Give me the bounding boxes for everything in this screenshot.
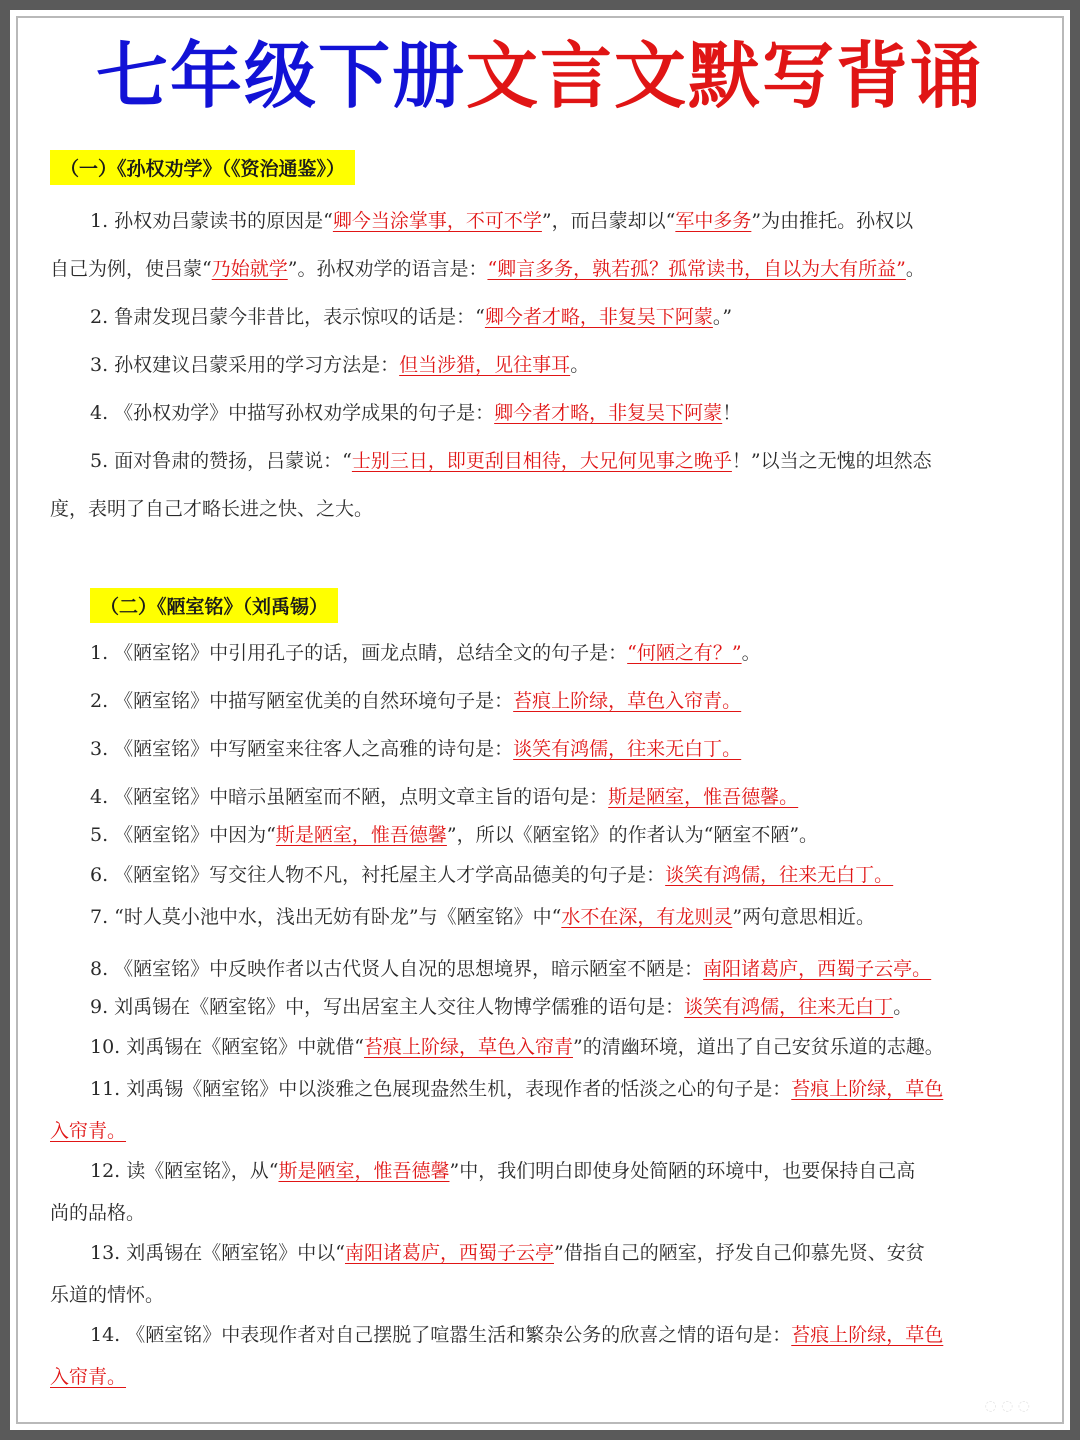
question-text: 自己为例，使吕蒙“ <box>50 258 212 280</box>
question-text: 乐道的情怀。 <box>50 1284 165 1306</box>
answer-text: 斯是陋室，惟吾德馨 <box>278 1160 450 1182</box>
question-text: ”。孙权劝学的语言是： <box>287 258 488 280</box>
question-text: ”两句意思相近。 <box>732 906 876 928</box>
answer-text: 斯是陋室，惟吾德馨。 <box>608 786 799 808</box>
watermark-logo: ◌ ◌ ◌ <box>984 1398 1030 1414</box>
page-title <box>10 32 1070 120</box>
question-text: 1. 孙权劝吕蒙读书的原因是“ <box>90 210 333 232</box>
section-heading-sunquan: （一）《孙权劝学》（《资治通鉴》） <box>50 150 355 185</box>
question-text: 1. 《陋室铭》中引用孔子的话，画龙点睛，总结全文的句子是： <box>90 642 628 664</box>
question-text: ”，而吕蒙却以“ <box>541 210 676 232</box>
question-text: 5. 《陋室铭》中因为“ <box>90 824 276 846</box>
question-text: ！ <box>722 402 742 424</box>
answer-text: 入帘青。 <box>50 1366 127 1388</box>
answer-text: 但当涉猎，见往事耳 <box>399 354 571 376</box>
section-1-item-12-line-0 <box>90 1240 925 1266</box>
section-1-item-0-line-0 <box>90 640 761 666</box>
question-text: 12. 读《陋室铭》，从“ <box>90 1160 279 1182</box>
section-1-item-10-line-0 <box>90 1076 943 1102</box>
answer-text: “何陋之有？” <box>627 642 742 664</box>
answer-text: 卿今者才略，非复吴下阿蒙 <box>484 306 713 328</box>
answer-text: 南阳诸葛庐，西蜀子云亭。 <box>703 958 932 980</box>
answer-text: 军中多务 <box>675 210 752 232</box>
answer-text: 斯是陋室，惟吾德馨 <box>275 824 447 846</box>
question-text: ”为由推托。孙权以 <box>751 210 914 232</box>
section-1-item-6-line-0 <box>90 904 875 930</box>
question-text: 4. 《孙权劝学》中描写孙权劝学成果的句子是： <box>90 402 495 424</box>
question-text: ”的清幽环境，道出了自己安贫乐道的志趣。 <box>573 1036 944 1058</box>
question-text: 8. 《陋室铭》中反映作者以古代贤人自况的思想境界，暗示陋室不陋是： <box>90 958 704 980</box>
section-1-item-13-line-0 <box>90 1322 943 1348</box>
question-text: ！”以当之无愧的坦然态 <box>731 450 932 472</box>
question-text: 6. 《陋室铭》写交往人物不凡，衬托屋主人才学高品德美的句子是： <box>90 864 666 886</box>
question-text: 。 <box>741 642 761 664</box>
section-1-item-7-line-0 <box>90 956 931 982</box>
answer-text: 南阳诸葛庐，西蜀子云亭 <box>344 1242 554 1264</box>
answer-text: 卿今者才略，非复吴下阿蒙 <box>494 402 723 424</box>
question-text: 5. 面对鲁肃的赞扬，吕蒙说：“ <box>90 450 352 472</box>
answer-text: 水不在深，有龙则灵 <box>561 906 733 928</box>
answer-text: 乃始就学 <box>211 258 288 280</box>
section-1-item-9-line-0 <box>90 1034 944 1060</box>
question-text: 9. 刘禹锡在《陋室铭》中，写出居室主人交往人物博学儒雅的语句是： <box>90 996 685 1018</box>
section-1-item-5-line-0 <box>90 862 893 888</box>
question-text: 2. 《陋室铭》中描写陋室优美的自然环境句子是： <box>90 690 514 712</box>
section-1-item-4-line-0 <box>90 822 818 848</box>
title-part-grade: 七年级下册 <box>95 34 466 118</box>
section-0-item-0-line-0 <box>90 208 913 234</box>
question-text: ”借指自己的陋室，抒发自己仰慕先贤、安贫 <box>554 1242 925 1264</box>
answer-text: 苔痕上阶绿，草色 <box>791 1078 944 1100</box>
question-text: 。 <box>905 258 925 280</box>
answer-text: 苔痕上阶绿，草色入帘青。 <box>513 690 742 712</box>
section-1-item-2-line-0 <box>90 736 741 762</box>
question-text: 7. “时人莫小池中水，浅出无妨有卧龙”与《陋室铭》中“ <box>90 906 562 928</box>
question-text: 3. 《陋室铭》中写陋室来往客人之高雅的诗句是： <box>90 738 514 760</box>
question-text: ”中，我们明白即使身处简陋的环境中，也要保持自己高 <box>449 1160 916 1182</box>
answer-text: 卿今当涂掌事，不可不学 <box>332 210 542 232</box>
section-1-item-3-line-0 <box>90 784 798 810</box>
question-text: 。 <box>570 354 590 376</box>
question-text: 。 <box>893 996 913 1018</box>
title-part-topic: 文言文默写背诵 <box>466 34 985 118</box>
question-text: 3. 孙权建议吕蒙采用的学习方法是： <box>90 354 400 376</box>
question-text: ”，所以《陋室铭》的作者认为“陋室不陋”。 <box>446 824 819 846</box>
section-1-item-11-line-0 <box>90 1158 915 1184</box>
section-1-item-10-line-1 <box>50 1118 126 1144</box>
answer-text: 士别三日，即更刮目相待，大兄何见事之晚乎 <box>351 450 732 472</box>
answer-text: 谈笑有鸿儒，往来无白丁 <box>684 996 894 1018</box>
answer-text: 苔痕上阶绿，草色入帘青 <box>363 1036 573 1058</box>
question-text: 。” <box>712 306 733 328</box>
answer-text: 谈笑有鸿儒，往来无白丁。 <box>665 864 894 886</box>
section-0-item-4-line-0 <box>90 448 932 474</box>
section-heading-loushiming: （二）《陋室铭》（刘禹锡） <box>90 588 338 623</box>
answer-text: 入帘青。 <box>50 1120 127 1142</box>
section-0-item-3-line-0 <box>90 400 741 426</box>
question-text: 4. 《陋室铭》中暗示虽陋室而不陋，点明文章主旨的语句是： <box>90 786 609 808</box>
section-1-item-1-line-0 <box>90 688 741 714</box>
question-text: 11. 刘禹锡《陋室铭》中以淡雅之色展现盎然生机，表现作者的恬淡之心的句子是： <box>90 1078 792 1100</box>
section-0-item-1-line-0 <box>90 304 732 330</box>
question-text: 14. 《陋室铭》中表现作者对自己摆脱了喧嚣生活和繁杂公务的欣喜之情的语句是： <box>90 1324 792 1346</box>
section-1-item-8-line-0 <box>90 994 912 1020</box>
section-0-item-2-line-0 <box>90 352 589 378</box>
section-0-item-4-line-1 <box>50 496 373 522</box>
answer-text: “卿言多务，孰若孤？孤常读书，自以为大有所益” <box>487 258 906 280</box>
answer-text: 谈笑有鸿儒，往来无白丁。 <box>513 738 742 760</box>
question-text: 10. 刘禹锡在《陋室铭》中就借“ <box>90 1036 364 1058</box>
question-text: 尚的品格。 <box>50 1202 146 1224</box>
section-1-item-11-line-1 <box>50 1200 145 1226</box>
question-text: 13. 刘禹锡在《陋室铭》中以“ <box>90 1242 345 1264</box>
answer-text: 苔痕上阶绿，草色 <box>791 1324 944 1346</box>
section-0-item-0-line-1 <box>50 256 925 282</box>
section-1-item-13-line-1 <box>50 1364 126 1390</box>
document-page <box>10 10 1070 1430</box>
question-text: 度，表明了自己才略长进之快、之大。 <box>50 498 374 520</box>
section-1-item-12-line-1 <box>50 1282 164 1308</box>
question-text: 2. 鲁肃发现吕蒙今非昔比，表示惊叹的话是：“ <box>90 306 485 328</box>
